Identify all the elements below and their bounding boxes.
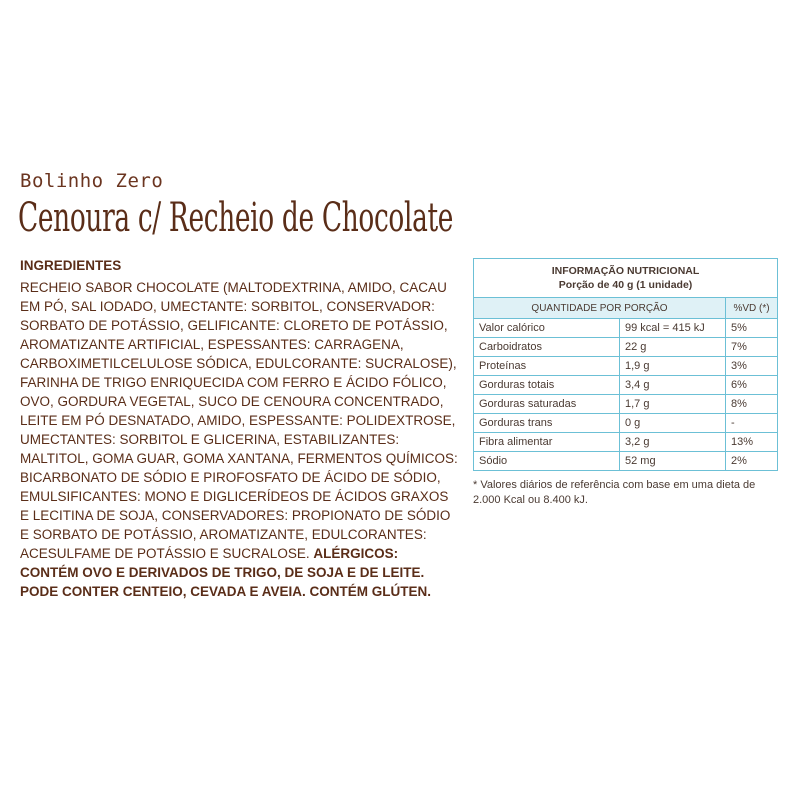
nutrition-row — [474, 376, 777, 395]
nutrition-serving: Porção de 40 g (1 unidade) — [558, 279, 693, 291]
nutrient-vd: 3% — [726, 357, 778, 376]
product-subtitle: Bolinho Zero — [20, 170, 164, 192]
nutrient-amount: 3,4 g — [620, 376, 726, 395]
nutrition-row — [474, 319, 777, 338]
column-vd-header: %VD (*) — [726, 298, 778, 319]
nutrient-vd: 2% — [726, 452, 778, 471]
nutrient-name: Proteínas — [474, 357, 620, 376]
nutrition-row — [474, 395, 777, 414]
nutrition-row — [474, 433, 777, 452]
nutrient-name: Fibra alimentar — [474, 433, 620, 452]
nutrition-facts-table — [473, 258, 778, 471]
nutrient-name: Carboidratos — [474, 338, 620, 357]
ingredients-list: RECHEIO SABOR CHOCOLATE (MALTODEXTRINA, AMIDO, CACAU EM PÓ, SAL IODADO, UMECTANTE: SORBITOL, CONSERVADOR: SORBATO DE POTÁSSIO, GELIFICANTE: CLORETO DE POTÁSSIO, AROMATIZANTE ARTIFICIAL, ESPESSANTES: CARRAGENA, CARBOXIMETILCELULOSE SÓDICA, EDULCORANTE: SUCRALOSE), FARINHA DE TRIGO ENRIQUECIDA COM FERRO E ÁCIDO FÓLICO, OVO, GORDURA VEGETAL, SUCO DE CENOURA CONCENTRADO, LEITE EM PÓ DESNATADO, AMIDO, ESPESSANTE: POLIDEXTROSE, UMECTANTES: SORBITOL E GLICERINA, ESTABILIZANTES: MALTITOL, GOMA GUAR, GOMA XANTANA, FERMENTOS QUÍMICOS: BICARBONATO DE SÓDIO E PIROFOSFATO DE ÁCIDO DE SÓDIO, EMULSIFICANTES: MONO E DIGLICERÍDEOS DE ÁCIDOS GRAXOS E LECITINA DE SOJA, CONSERVADORES: PROPIONATO DE SÓDIO E SORBATO DE POTÁSSIO, AROMATIZANTE, EDULCORANTES: ACESULFAME DE POTÁSSIO E SUCRALOSE. — [20, 280, 458, 561]
allergens-warning: ALÉRGICOS: CONTÉM OVO E DERIVADOS DE TRIGO, DE SOJA E DE LEITE. PODE CONTER CENTEIO, CEVADA E AVEIA. CONTÉM GLÚTEN. — [20, 546, 432, 599]
ingredients-heading: INGREDIENTES — [20, 258, 122, 273]
nutrition-row — [474, 452, 777, 471]
nutrient-vd: 5% — [726, 319, 778, 338]
nutrient-amount: 0 g — [620, 414, 726, 433]
nutrient-vd: 8% — [726, 395, 778, 414]
nutrient-name: Gorduras trans — [474, 414, 620, 433]
nutrition-row — [474, 357, 777, 376]
nutrition-header — [474, 259, 777, 298]
nutrient-amount: 3,2 g — [620, 433, 726, 452]
nutrient-name: Sódio — [474, 452, 620, 471]
nutrient-name: Gorduras totais — [474, 376, 620, 395]
nutrient-vd: - — [726, 414, 778, 433]
nutrition-grid — [474, 298, 777, 470]
nutrient-amount: 52 mg — [620, 452, 726, 471]
ingredients-text — [20, 278, 460, 601]
column-quantity-header: QUANTIDADE POR PORÇÃO — [474, 298, 726, 319]
nutrient-vd: 13% — [726, 433, 778, 452]
nutrient-amount: 1,9 g — [620, 357, 726, 376]
nutrition-row — [474, 414, 777, 433]
product-title: Cenoura c/ Recheio de Chocolate — [18, 195, 454, 241]
nutrition-row — [474, 338, 777, 357]
nutrient-vd: 7% — [726, 338, 778, 357]
nutrient-name: Gorduras saturadas — [474, 395, 620, 414]
nutrition-footnote: * Valores diários de referência com base em uma dieta de 2.000 Kcal ou 8.400 kJ. — [473, 479, 756, 506]
nutrient-amount: 99 kcal = 415 kJ — [620, 319, 726, 338]
nutrient-amount: 1,7 g — [620, 395, 726, 414]
nutrient-amount: 22 g — [620, 338, 726, 357]
nutrition-title: INFORMAÇÃO NUTRICIONAL — [551, 265, 700, 277]
nutrient-vd: 6% — [726, 376, 778, 395]
nutrient-name: Valor calórico — [474, 319, 620, 338]
nutrition-column-header-row — [474, 298, 777, 319]
